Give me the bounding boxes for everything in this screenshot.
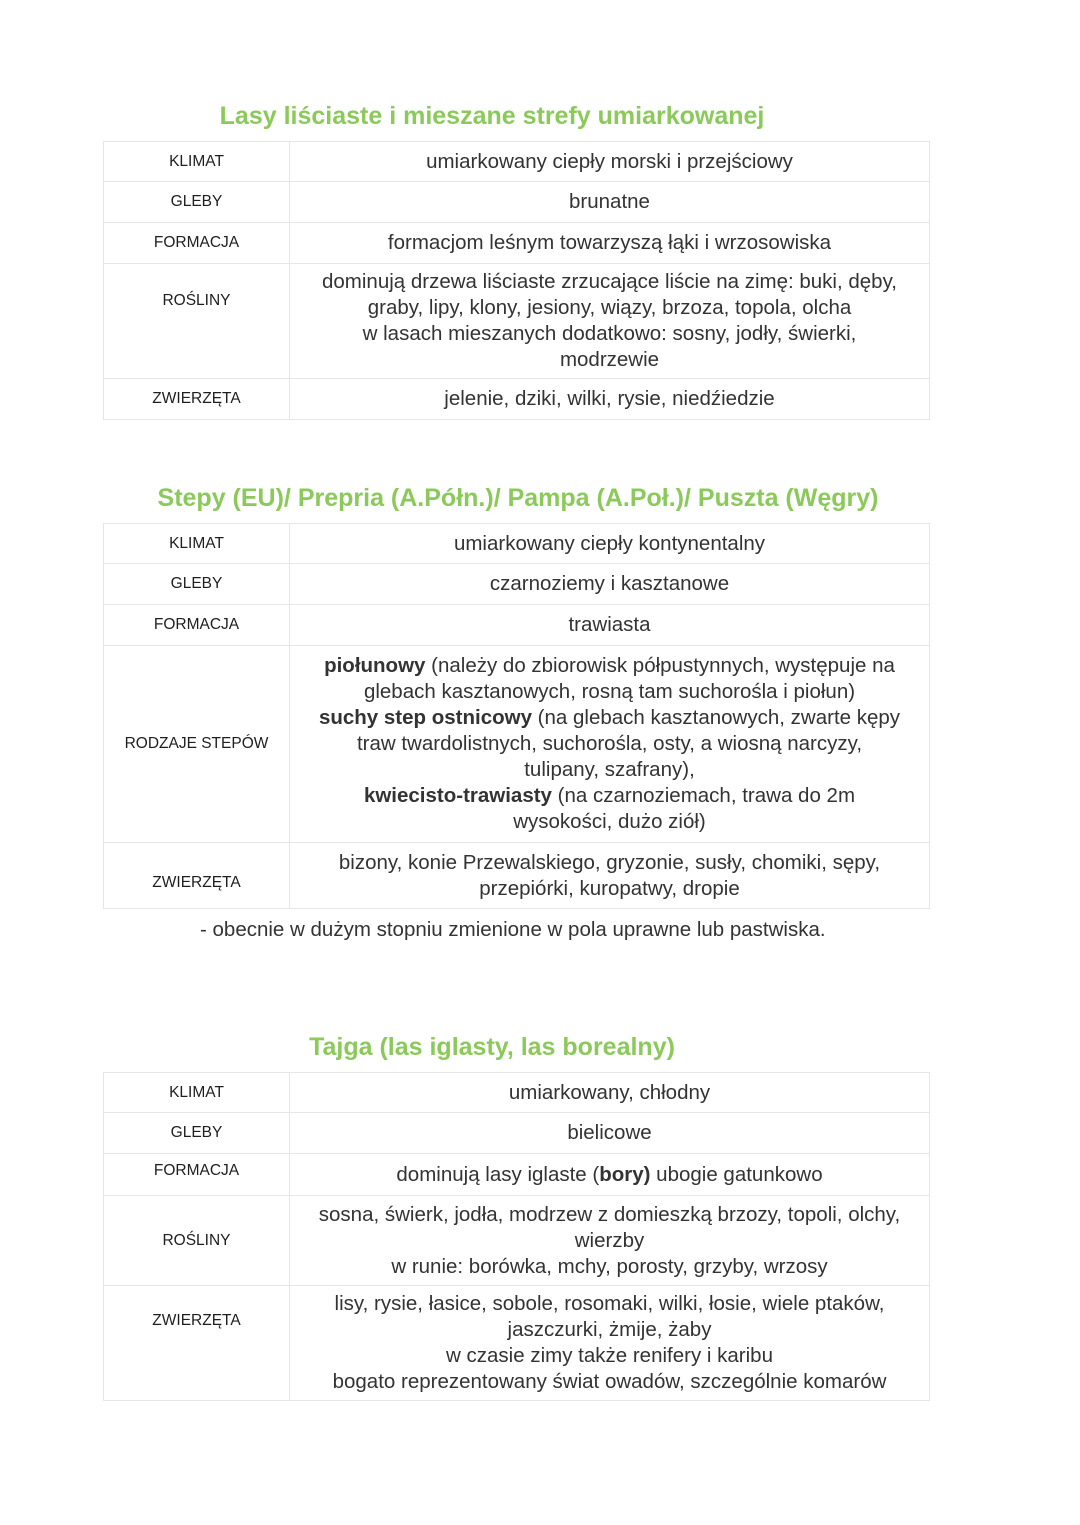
table-row — [104, 646, 930, 843]
value-line — [290, 612, 929, 638]
value-line — [290, 1254, 929, 1280]
row-label: ROŚLINY — [104, 1196, 290, 1286]
text-part: bogato reprezentowany świat owadów, szczególnie komarów — [332, 1370, 887, 1393]
section-title: Lasy liściaste i mieszane strefy umiarkowanej — [219, 102, 765, 130]
row-label: ZWIERZĘTA — [104, 1286, 290, 1401]
row-value — [290, 1286, 930, 1401]
value-line — [290, 149, 929, 175]
note-text: - obecnie w dużym stopniu zmienione w pola uprawne lub pastwiska. — [200, 918, 826, 941]
row-value — [290, 142, 930, 182]
row-label: KLIMAT — [104, 142, 290, 182]
row-value — [290, 1113, 930, 1154]
row-label: RODZAJE STEPÓW — [104, 646, 290, 843]
value-line — [290, 1317, 929, 1343]
table-row — [104, 1154, 930, 1196]
text-part: modrzewie — [559, 348, 660, 371]
row-value — [290, 564, 930, 605]
value-line — [290, 1228, 929, 1254]
value-line — [290, 1291, 929, 1317]
value-line — [290, 876, 929, 902]
text-part: tulipany, szafrany), — [524, 758, 695, 781]
row-label: GLEBY — [104, 564, 290, 605]
value-line — [290, 189, 929, 215]
text-part: w czasie zimy także renifery i karibu — [446, 1344, 773, 1367]
table-row — [104, 379, 930, 420]
row-label: KLIMAT — [104, 524, 290, 564]
row-label: ZWIERZĘTA — [104, 843, 290, 909]
value-line — [290, 321, 929, 347]
bold-term: suchy step ostnicowy — [318, 706, 532, 729]
text-part: umiarkowany ciepły morski i przejściowy — [426, 149, 793, 173]
value-line — [290, 783, 929, 809]
table-row — [104, 142, 930, 182]
value-line — [290, 230, 929, 256]
table-row — [104, 524, 930, 564]
bold-term: bory) — [599, 1162, 651, 1186]
section-title: Tajga (las iglasty, las borealny) — [309, 1033, 675, 1061]
text-part: traw twardolistnych, suchorośla, osty, a wiosną narcyzy, — [356, 732, 863, 755]
text-part: dominują lasy iglaste ( — [396, 1162, 600, 1186]
text-part: jelenie, dziki, wilki, rysie, niedźiedzie — [444, 387, 775, 410]
text-part: (należy do zbiorowisk półpustynnych, występuje na — [425, 654, 895, 677]
table-row — [104, 843, 930, 909]
table-row — [104, 182, 930, 223]
row-value — [290, 1154, 930, 1196]
value-line — [290, 269, 929, 295]
text-part: wysokości, dużo ziół) — [513, 810, 706, 833]
text-part: (na glebach kasztanowych, zwarte kępy — [531, 706, 901, 729]
table-row — [104, 223, 930, 264]
table-row — [104, 605, 930, 646]
text-part: lisy, rysie, łasice, sobole, rosomaki, wilki, łosie, wiele ptaków, — [334, 1292, 885, 1315]
value-line — [290, 386, 929, 412]
text-part: przepiórki, kuropatwy, dropie — [479, 876, 740, 900]
row-value — [290, 843, 930, 909]
text-part: umiarkowany ciepły kontynentalny — [453, 531, 766, 555]
table-row — [104, 564, 930, 605]
bold-term: piołunowy — [324, 654, 426, 677]
info-table — [103, 523, 930, 909]
text-part: ubogie gatunkowo — [650, 1162, 823, 1186]
row-label: GLEBY — [104, 182, 290, 223]
value-line — [290, 1343, 929, 1369]
text-part: jaszczurki, żmije, żaby — [507, 1318, 712, 1341]
value-line — [290, 1202, 929, 1228]
row-label: GLEBY — [104, 1113, 290, 1154]
table-row — [104, 1286, 930, 1401]
table-row — [104, 1073, 930, 1113]
value-line — [290, 705, 929, 731]
text-part: wierzby — [574, 1228, 645, 1252]
value-line — [290, 731, 929, 757]
text-part: graby, lipy, klony, jesiony, wiązy, brzoza, topola, olcha — [367, 296, 852, 319]
row-label: ZWIERZĘTA — [104, 379, 290, 420]
text-part: w runie: borówka, mchy, porosty, grzyby, wrzosy — [391, 1254, 828, 1278]
row-label: ROŚLINY — [104, 264, 290, 379]
row-value — [290, 379, 930, 420]
row-value — [290, 1073, 930, 1113]
value-line — [290, 653, 929, 679]
text-part: dominują drzewa liściaste zrzucające liście na zimę: buki, dęby, — [321, 270, 897, 293]
value-line — [290, 809, 929, 835]
text-part: (na czarnoziemach, trawa do 2m — [551, 784, 856, 807]
value-line — [290, 347, 929, 373]
value-line — [290, 679, 929, 705]
row-label: KLIMAT — [104, 1073, 290, 1113]
value-line — [290, 1369, 929, 1395]
value-line — [290, 531, 929, 557]
text-part: w lasach mieszanych dodatkowo: sosny, jodły, świerki, — [362, 322, 857, 345]
text-part: glebach kasztanowych, rosną tam suchorośla i piołun) — [363, 680, 856, 703]
value-line — [290, 571, 929, 597]
row-value — [290, 524, 930, 564]
row-value — [290, 605, 930, 646]
value-line — [290, 1080, 929, 1106]
bold-term: kwiecisto-trawiasty — [363, 784, 552, 807]
value-line — [290, 1120, 929, 1146]
text-part: bielicowe — [567, 1121, 652, 1144]
row-value — [290, 1196, 930, 1286]
text-part: bizony, konie Przewalskiego, gryzonie, susły, chomiki, sępy, — [338, 850, 881, 874]
value-line — [290, 1162, 929, 1188]
value-line — [290, 757, 929, 783]
table-row — [104, 1113, 930, 1154]
text-part: sosna, świerk, jodła, modrzew z domieszką brzozy, topoli, olchy, — [318, 1202, 901, 1226]
value-line — [290, 295, 929, 321]
row-label: FORMACJA — [104, 223, 290, 264]
row-label: FORMACJA — [104, 1154, 290, 1196]
row-value — [290, 264, 930, 379]
row-value — [290, 646, 930, 843]
table-row — [104, 264, 930, 379]
value-line — [290, 850, 929, 876]
row-value — [290, 182, 930, 223]
text-part: umiarkowany, chłodny — [508, 1080, 711, 1104]
table-row — [104, 1196, 930, 1286]
info-table — [103, 141, 930, 420]
text-part: brunatne — [569, 190, 650, 213]
row-value — [290, 223, 930, 264]
text-part: formacjom leśnym towarzyszą łąki i wrzosowiska — [387, 231, 832, 254]
text-part: trawiasta — [568, 613, 651, 636]
row-label: FORMACJA — [104, 605, 290, 646]
text-part: czarnoziemy i kasztanowe — [489, 572, 730, 595]
section-title: Stepy (EU)/ Prepria (A.Półn.)/ Pampa (A.Poł.)/ Puszta (Węgry) — [157, 484, 879, 512]
info-table — [103, 1072, 930, 1401]
